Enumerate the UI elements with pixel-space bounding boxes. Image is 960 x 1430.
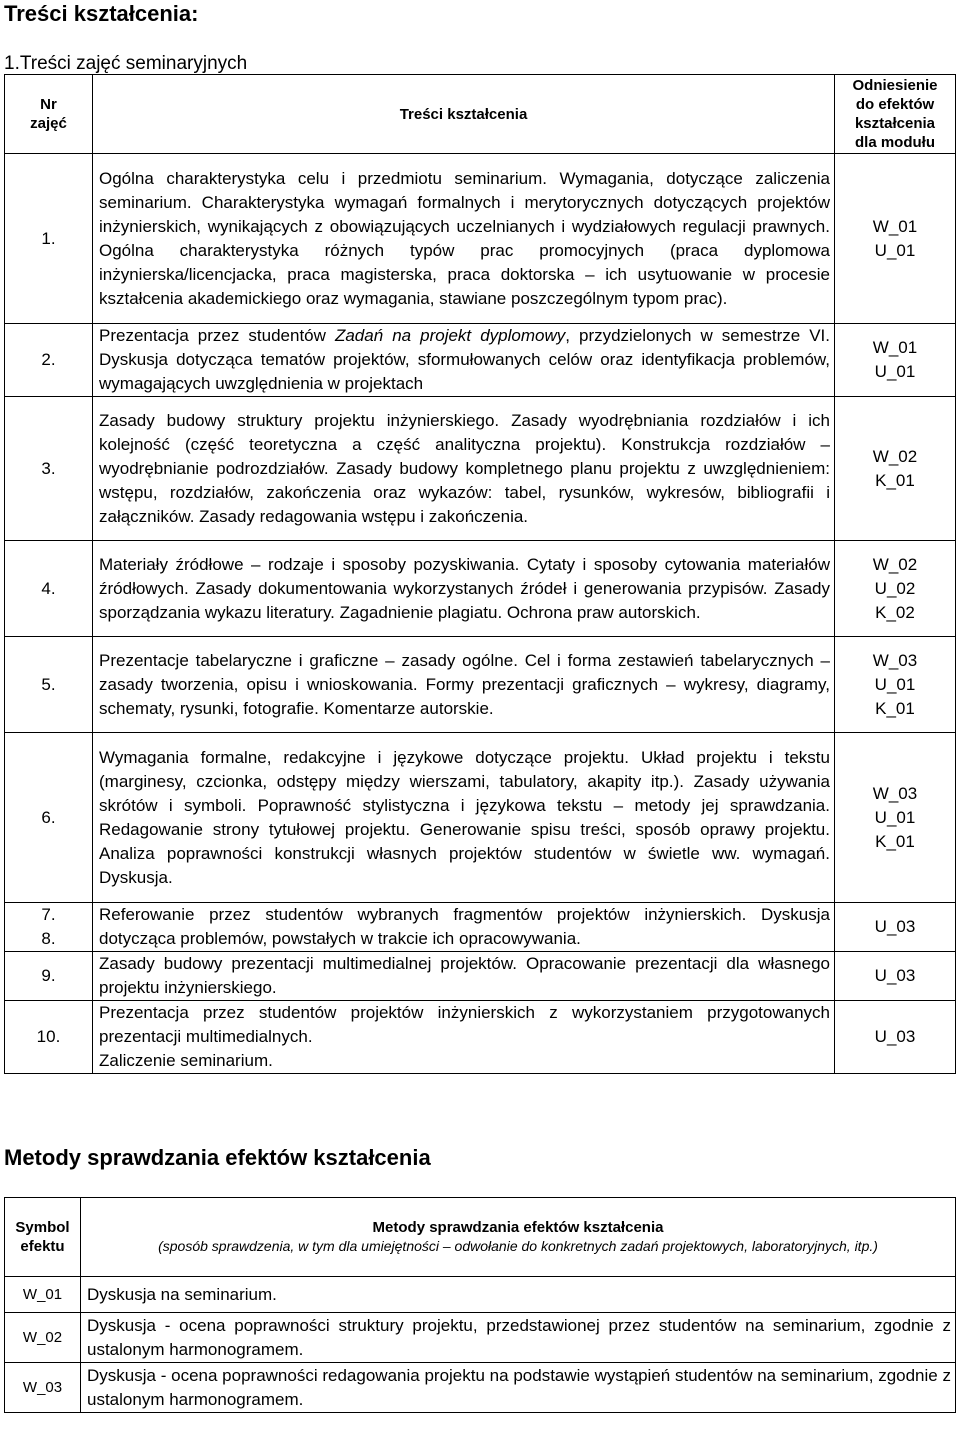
row-references: W_02 U_02 K_02 xyxy=(835,541,956,637)
effect-symbol: W_02 xyxy=(5,1313,81,1363)
seminar-content-table xyxy=(4,74,956,1074)
row-content: Prezentacja przez studentów Zadań na projekt dyplomowy, przydzielonych w semestrze VI. Dyskusja dotycząca tematów projektów, sformułowanych celów oraz identyfikacja problemów, wymagających uwzględnienia w projektach xyxy=(93,324,835,397)
table-row xyxy=(5,1001,956,1074)
row-content: Zasady budowy prezentacji multimedialnej projektów. Opracowanie prezentacji dla własnego projektu inżynierskiego. xyxy=(93,952,835,1001)
table-row xyxy=(5,733,956,903)
row-content: Zasady budowy struktury projektu inżynierskiego. Zasady wyodrębniania rozdziałów i ich kolejność (część teoretyczna a część analityczna projektu). Konstrukcja rozdziałów – wyodrębnianie podrozdziałów. Zasady budowy kompletnego planu projektu z uwzględnieniem: wstępu, rozdziałów, zakończenia oraz wykazów: tabel, rysunków, wykresów, bibliografii i załączników. Zasady redagowania wstępu i zakończenia. xyxy=(93,397,835,541)
row-content: Referowanie przez studentów wybranych fragmentów projektów inżynierskich. Dyskusja dotycząca problemów, powstałych w trakcie ich opracowywania. xyxy=(93,903,835,952)
table-row xyxy=(5,154,956,324)
effect-symbol: W_01 xyxy=(5,1277,81,1313)
row-number: 4. xyxy=(5,541,93,637)
method-description: Dyskusja - ocena poprawności redagowania projektu na podstawie wystąpień studentów na seminarium, zgodnie z ustalonym harmonogramem. xyxy=(81,1363,956,1413)
method-description: Dyskusja na seminarium. xyxy=(81,1277,956,1313)
subsection-heading-seminars: 1.Treści zajęć seminaryjnych xyxy=(4,53,248,74)
column-header-methods: Metody sprawdzania efektów kształcenia (sposób sprawdzenia, w tym dla umiejętności – odwołanie do konkretnych zadań projektowych, laboratoryjnych, itp.) xyxy=(81,1198,956,1277)
row-references: U_03 xyxy=(835,952,956,1001)
column-header-reference: Odniesienie do efektów kształcenia dla modułu xyxy=(835,75,956,154)
column-header-symbol: Symbol efektu xyxy=(5,1198,81,1277)
section-heading-content: Treści kształcenia: xyxy=(4,1,199,26)
row-content: Wymagania formalne, redakcyjne i językowe dotyczące projektu. Układ projektu i tekstu (marginesy, czcionka, odstępy między wierszami, tabulatory, akapity itp.). Zasady używania skrótów i symboli. Poprawność stylistyczna i językowa tekstu – metody jej sprawdzania. Redagowanie strony tytułowej projektu. Generowanie spisu treści, sposób oprawy projektu. Analiza poprawności konstrukcji własnych projektów studentów w świetle ww. wymagań. Dyskusja. xyxy=(93,733,835,903)
method-description: Dyskusja - ocena poprawności struktury projektu, przedstawionej przez studentów na seminarium, zgodnie z ustalonym harmonogramem. xyxy=(81,1313,956,1363)
row-number: 1. xyxy=(5,154,93,324)
table-row xyxy=(5,324,956,397)
row-number: 5. xyxy=(5,637,93,733)
row-number: 3. xyxy=(5,397,93,541)
row-content: Prezentacje tabelaryczne i graficzne – zasady ogólne. Cel i forma zestawień tabelarycznych – zasady tworzenia, opisu i wnioskowania. Formy prezentacji graficznych – wykresy, diagramy, schematy, rysunki, fotografie. Komentarze autorskie. xyxy=(93,637,835,733)
row-number: 7. 8. xyxy=(5,903,93,952)
row-content: Prezentacja przez studentów projektów inżynierskich z wykorzystaniem przygotowanych prezentacji multimedialnych. Zaliczenie seminarium. xyxy=(93,1001,835,1074)
row-content: Materiały źródłowe – rodzaje i sposoby pozyskiwania. Cytaty i sposoby cytowania materiałów źródłowych. Zasady dokumentowania wykorzystanych źródeł i generowania przypisów. Zasady sporządzania wykazu literatury. Zagadnienie plagiatu. Ochrona praw autorskich. xyxy=(93,541,835,637)
section-heading-methods: Metody sprawdzania efektów kształcenia xyxy=(4,1145,431,1170)
table-header-row xyxy=(5,75,956,154)
table-row xyxy=(5,1363,956,1413)
table-header-row xyxy=(5,1198,956,1277)
table-row xyxy=(5,952,956,1001)
row-number: 10. xyxy=(5,1001,93,1074)
row-references: W_01 U_01 xyxy=(835,324,956,397)
row-number: 2. xyxy=(5,324,93,397)
row-references: U_03 xyxy=(835,1001,956,1074)
table-row xyxy=(5,397,956,541)
row-number: 6. xyxy=(5,733,93,903)
table-row xyxy=(5,637,956,733)
row-references: W_01 U_01 xyxy=(835,154,956,324)
table-row xyxy=(5,541,956,637)
table-row xyxy=(5,903,956,952)
row-references: W_03 U_01 K_01 xyxy=(835,637,956,733)
row-number: 9. xyxy=(5,952,93,1001)
table-row xyxy=(5,1277,956,1313)
effect-symbol: W_03 xyxy=(5,1363,81,1413)
table-row xyxy=(5,1313,956,1363)
row-references: U_03 xyxy=(835,903,956,952)
row-references: W_03 U_01 K_01 xyxy=(835,733,956,903)
assessment-methods-table xyxy=(4,1197,956,1413)
row-content: Ogólna charakterystyka celu i przedmiotu seminarium. Wymagania, dotyczące zaliczenia seminarium. Charakterystyka wymagań formalnych i merytorycznych dotyczących projektów inżynierskich, wynikających z obowiązujących uczelnianych i wydziałowych regulacji prawnych. Ogólna charakterystyka różnych typów prac promocyjnych (praca dyplomowa inżynierska/licencjacka, praca magisterska, praca doktorska – ich usytuowanie w procesie kształcenia akademickiego oraz wymagania, stawiane poszczególnym typom prac). xyxy=(93,154,835,324)
column-header-nr: Nr zajęć xyxy=(5,75,93,154)
column-header-content: Treści kształcenia xyxy=(93,75,835,154)
row-references: W_02 K_01 xyxy=(835,397,956,541)
